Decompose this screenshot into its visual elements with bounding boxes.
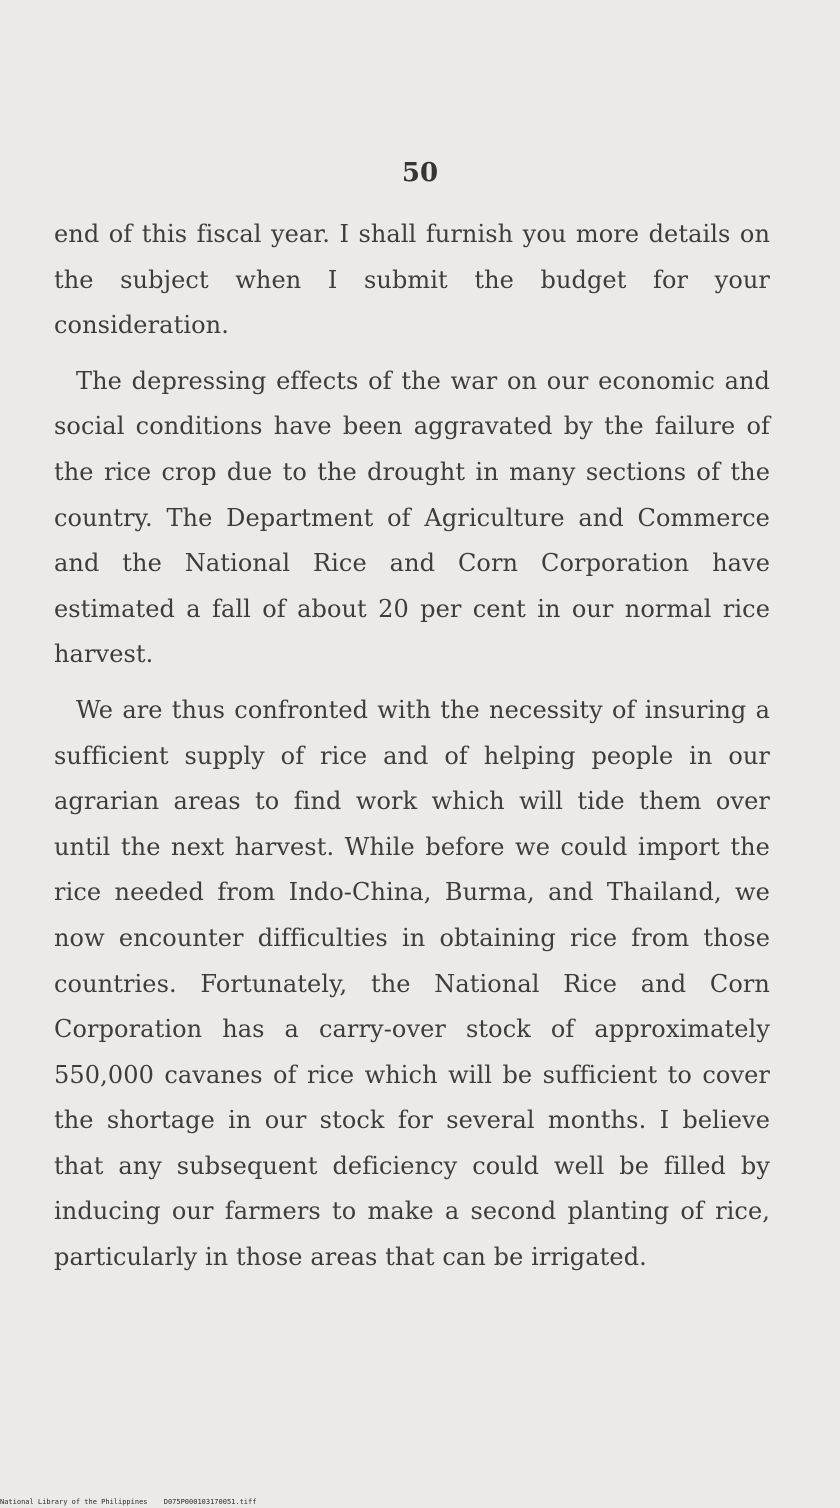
footer-source: National Library of the Philippines (0, 1498, 148, 1506)
body-text (54, 212, 770, 1281)
paragraph-2: The depressing effects of the war on our economic and social conditions have been aggravated by the failure of the rice crop due to the drought in many sections of the country. The Department of Agriculture and Commerce and the National Rice and Corn Corporation have estimated a fall of about 20 per cent in our normal rice harvest. (54, 366, 770, 669)
scan-footer (0, 1498, 256, 1506)
footer-filename: D075P000103170051.tiff (163, 1498, 257, 1506)
page-number: 50 (401, 158, 439, 188)
paragraph-1: end of this fiscal year. I shall furnish you more details on the subject when I submit the budget for your consideration. (54, 220, 770, 340)
paragraph-3: We are thus confronted with the necessity of insuring a sufficient supply of rice and of helping people in our agrarian areas to find work which will tide them over until the next harvest. While before we could import the rice needed from Indo-China, Burma, and Thailand, we now encounter difficulties in obtaining rice from those countries. Fortunately, the National Rice and Corn Corporation has a carry-over stock of approximately 550,000 cavanes of rice which will be sufficient to cover the shortage in our stock for several months. I believe that any subsequent deficiency could well be filled by inducing our farmers to make a second planting of rice, particularly in those areas that can be irrigated. (54, 695, 770, 1272)
